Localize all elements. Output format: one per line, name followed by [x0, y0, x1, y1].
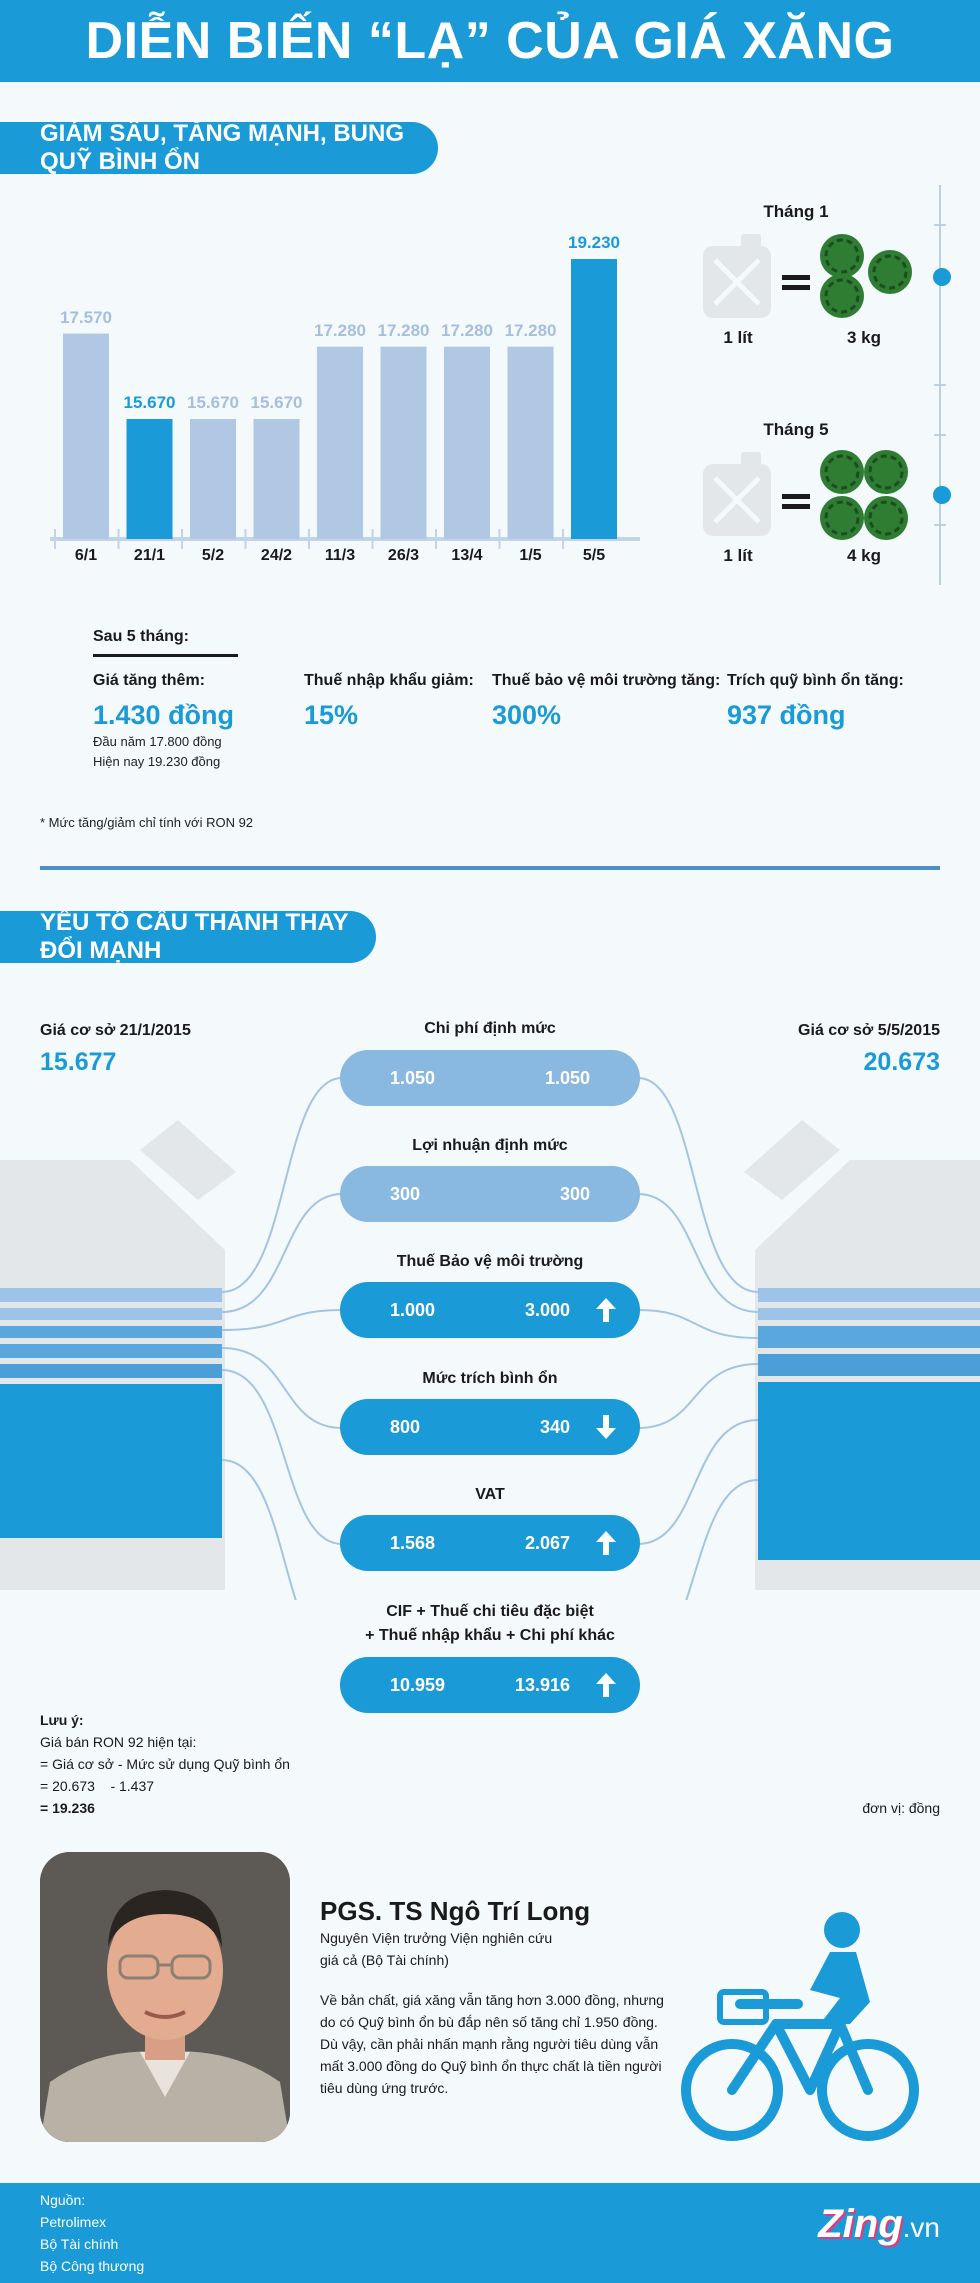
x-axis-label: 24/2	[260, 547, 293, 564]
base-price-left-value: 15.677	[40, 1048, 117, 1076]
component-value-after: 13.916	[514, 1675, 570, 1695]
brand-suffix: .vn	[902, 2212, 940, 2243]
stat-label-environment-tax: Thuế bảo vệ môi trường tăng:	[492, 672, 721, 689]
bar-value-label: 15.670	[187, 393, 239, 412]
stat-note-start-price: Đầu năm 17.800 đồng	[93, 734, 222, 749]
bar-5-2	[190, 419, 236, 539]
x-axis-label: 26/3	[387, 547, 420, 564]
comparison-month5-weight: 4 kg	[846, 546, 882, 565]
bar-1-5	[508, 347, 554, 539]
x-axis-label: 1/5	[519, 547, 542, 564]
base-price-right-label: Giá cơ sở 5/5/2015	[798, 1022, 940, 1039]
note-line4: = 19.236	[40, 1800, 95, 1816]
source-ministry-trade: Bộ Công thương	[40, 2258, 145, 2274]
comparison-month1-volume: 1 lít	[723, 328, 753, 347]
stat-label-price-increase: Giá tăng thêm:	[93, 672, 206, 689]
summary-heading-underline	[93, 654, 238, 657]
sources-title: Nguồn:	[40, 2192, 86, 2208]
note-line1: Giá bán RON 92 hiện tại:	[40, 1734, 197, 1750]
bar-11-3	[317, 347, 363, 539]
component-value-before: 800	[390, 1417, 421, 1437]
stat-value-import-tax: 15%	[304, 700, 359, 730]
source-ministry-finance: Bộ Tài chính	[40, 2236, 119, 2252]
component-value-before: 1.000	[390, 1300, 436, 1320]
comparison-month5-title: Tháng 5	[763, 420, 829, 439]
comparison-month1-weight: 3 kg	[846, 328, 882, 347]
expert-name: PGS. TS Ngô Trí Long	[320, 1896, 591, 1926]
arrow-up-icon	[594, 1296, 618, 1324]
bar-5-5	[571, 259, 617, 539]
expert-role-line2: giá cả (Bộ Tài chính)	[320, 1952, 449, 1968]
expert-role-line1: Nguyên Viện trưởng Viện nghiên cứu	[320, 1930, 553, 1946]
jerrycan-icon	[701, 450, 775, 538]
comparison-month5-volume: 1 lít	[723, 546, 753, 565]
arrow-up-icon	[594, 1671, 618, 1699]
expert-quote-line1: Về bản chất, giá xăng vẫn tăng hơn 3.000 đồng, nhưng	[320, 1992, 664, 2008]
component-pill-standard-cost	[340, 1050, 640, 1106]
component-pill-standard-profit	[340, 1166, 640, 1222]
component-name-cif-line1: CIF + Thuế chi tiêu đặc biệt	[386, 1603, 594, 1620]
component-value-before: 1.568	[390, 1533, 436, 1553]
note-title: Lưu ý:	[40, 1712, 84, 1728]
component-pill-environment-tax	[340, 1282, 640, 1338]
stat-value-stabilization-fund: 937 đồng	[727, 700, 846, 730]
bar-value-label: 17.280	[314, 320, 366, 340]
source-petrolimex: Petrolimex	[40, 2214, 107, 2230]
brand-logo	[818, 2202, 940, 2247]
x-axis-label: 13/4	[451, 547, 483, 564]
base-price-right-value: 20.673	[863, 1048, 940, 1076]
component-value-after: 2.067	[524, 1533, 570, 1553]
stat-value-price-increase: 1.430 đồng	[93, 700, 235, 730]
component-pill-vat	[340, 1515, 640, 1571]
stat-note-current-price: Hiện nay 19.230 đồng	[93, 754, 221, 769]
expert-quote-line2: do có Quỹ bình ổn bù đắp nên số tăng chỉ 1.950 đồng.	[320, 2014, 658, 2030]
watermelon-icon	[818, 448, 918, 544]
x-axis-label: 6/1	[74, 547, 98, 564]
unit-label: đơn vị: đồng	[862, 1800, 940, 1816]
jerrycan-icon	[701, 232, 775, 320]
expert-quote-line4: mất 3.000 đồng do Quỹ bình ổn thực chất là tiền người	[320, 2058, 662, 2074]
component-pill-cif	[340, 1657, 640, 1713]
component-name-environment-tax: Thuế Bảo vệ môi trường	[396, 1253, 584, 1270]
arrow-down-icon	[594, 1413, 618, 1441]
bar-value-label: 17.280	[504, 320, 557, 340]
component-value-before: 1.050	[390, 1068, 436, 1088]
component-value-after: 1.050	[544, 1068, 590, 1088]
bar-6-1	[63, 334, 109, 539]
bar-13-4	[444, 347, 490, 539]
comparison-timeline	[920, 185, 960, 605]
timeline-dot-month5	[933, 486, 951, 504]
component-name-vat: VAT	[475, 1486, 505, 1503]
note-line3: = 20.673 - 1.437	[40, 1778, 155, 1794]
section-title-components: YẾU TỐ CẤU THÀNH THAY ĐỔI MẠNH	[0, 911, 376, 963]
note-line2: = Giá cơ sở - Mức sử dụng Quỹ bình ổn	[40, 1756, 290, 1772]
brand-name: Zing	[818, 2202, 903, 2246]
component-name-stabilization-fund: Mức trích bình ổn	[422, 1370, 558, 1387]
x-axis-label: 5/5	[582, 547, 606, 564]
bar-value-label: 19.230	[568, 233, 620, 252]
summary-footnote: * Mức tăng/giảm chỉ tính với RON 92	[40, 815, 254, 830]
expert-quote-line3: Dù vậy, cần phải nhấn mạnh rằng người tiêu dùng vẫn	[320, 2036, 659, 2052]
base-price-left-label: Giá cơ sở 21/1/2015	[40, 1022, 191, 1039]
x-axis-label: 11/3	[324, 547, 356, 564]
component-name-standard-cost: Chi phí định mức	[424, 1020, 556, 1037]
x-axis-label: 21/1	[133, 547, 166, 564]
arrow-up-icon	[594, 1529, 618, 1557]
x-axis-label: 5/2	[201, 547, 225, 564]
watermelon-icon	[818, 230, 918, 320]
stat-value-environment-tax: 300%	[492, 700, 562, 730]
bar-24-2	[254, 419, 300, 539]
bar-value-label: 17.280	[377, 320, 430, 340]
bar-value-label: 15.670	[250, 393, 303, 412]
expert-photo	[40, 1852, 290, 2142]
component-name-standard-profit: Lợi nhuận định mức	[412, 1137, 568, 1154]
equals-icon	[782, 273, 810, 293]
section-divider	[40, 866, 940, 870]
bar-26-3	[381, 347, 427, 539]
component-pill-stabilization-fund	[340, 1399, 640, 1455]
stat-label-import-tax: Thuế nhập khẩu giảm:	[304, 672, 474, 689]
section-title-price-trend: GIẢM SÂU, TĂNG MẠNH, BUNG QUỸ BÌNH ỔN	[0, 122, 438, 174]
bar-21-1	[127, 419, 173, 539]
timeline-dot-month1	[933, 268, 951, 286]
component-value-before: 10.959	[390, 1675, 446, 1695]
page-title: DIỄN BIẾN “LẠ” CỦA GIÁ XĂNG	[0, 0, 980, 82]
bar-value-label: 17.280	[441, 320, 493, 340]
component-value-after: 340	[539, 1417, 570, 1437]
comparison-month1-title: Tháng 1	[763, 202, 829, 221]
component-value-before: 300	[390, 1184, 421, 1204]
component-name-cif-line2: + Thuế nhập khẩu + Chi phí khác	[365, 1627, 615, 1644]
bar-value-label: 17.570	[60, 307, 112, 327]
bar-value-label: 15.670	[123, 393, 176, 412]
component-value-after: 3.000	[524, 1300, 570, 1320]
stat-label-stabilization-fund: Trích quỹ bình ổn tăng:	[727, 672, 904, 689]
component-value-after: 300	[559, 1184, 590, 1204]
cyclist-icon	[680, 1912, 920, 2152]
summary-heading: Sau 5 tháng:	[93, 628, 190, 645]
equals-icon	[782, 492, 810, 512]
expert-quote-line5: tiêu dùng ứng trước.	[320, 2080, 449, 2096]
